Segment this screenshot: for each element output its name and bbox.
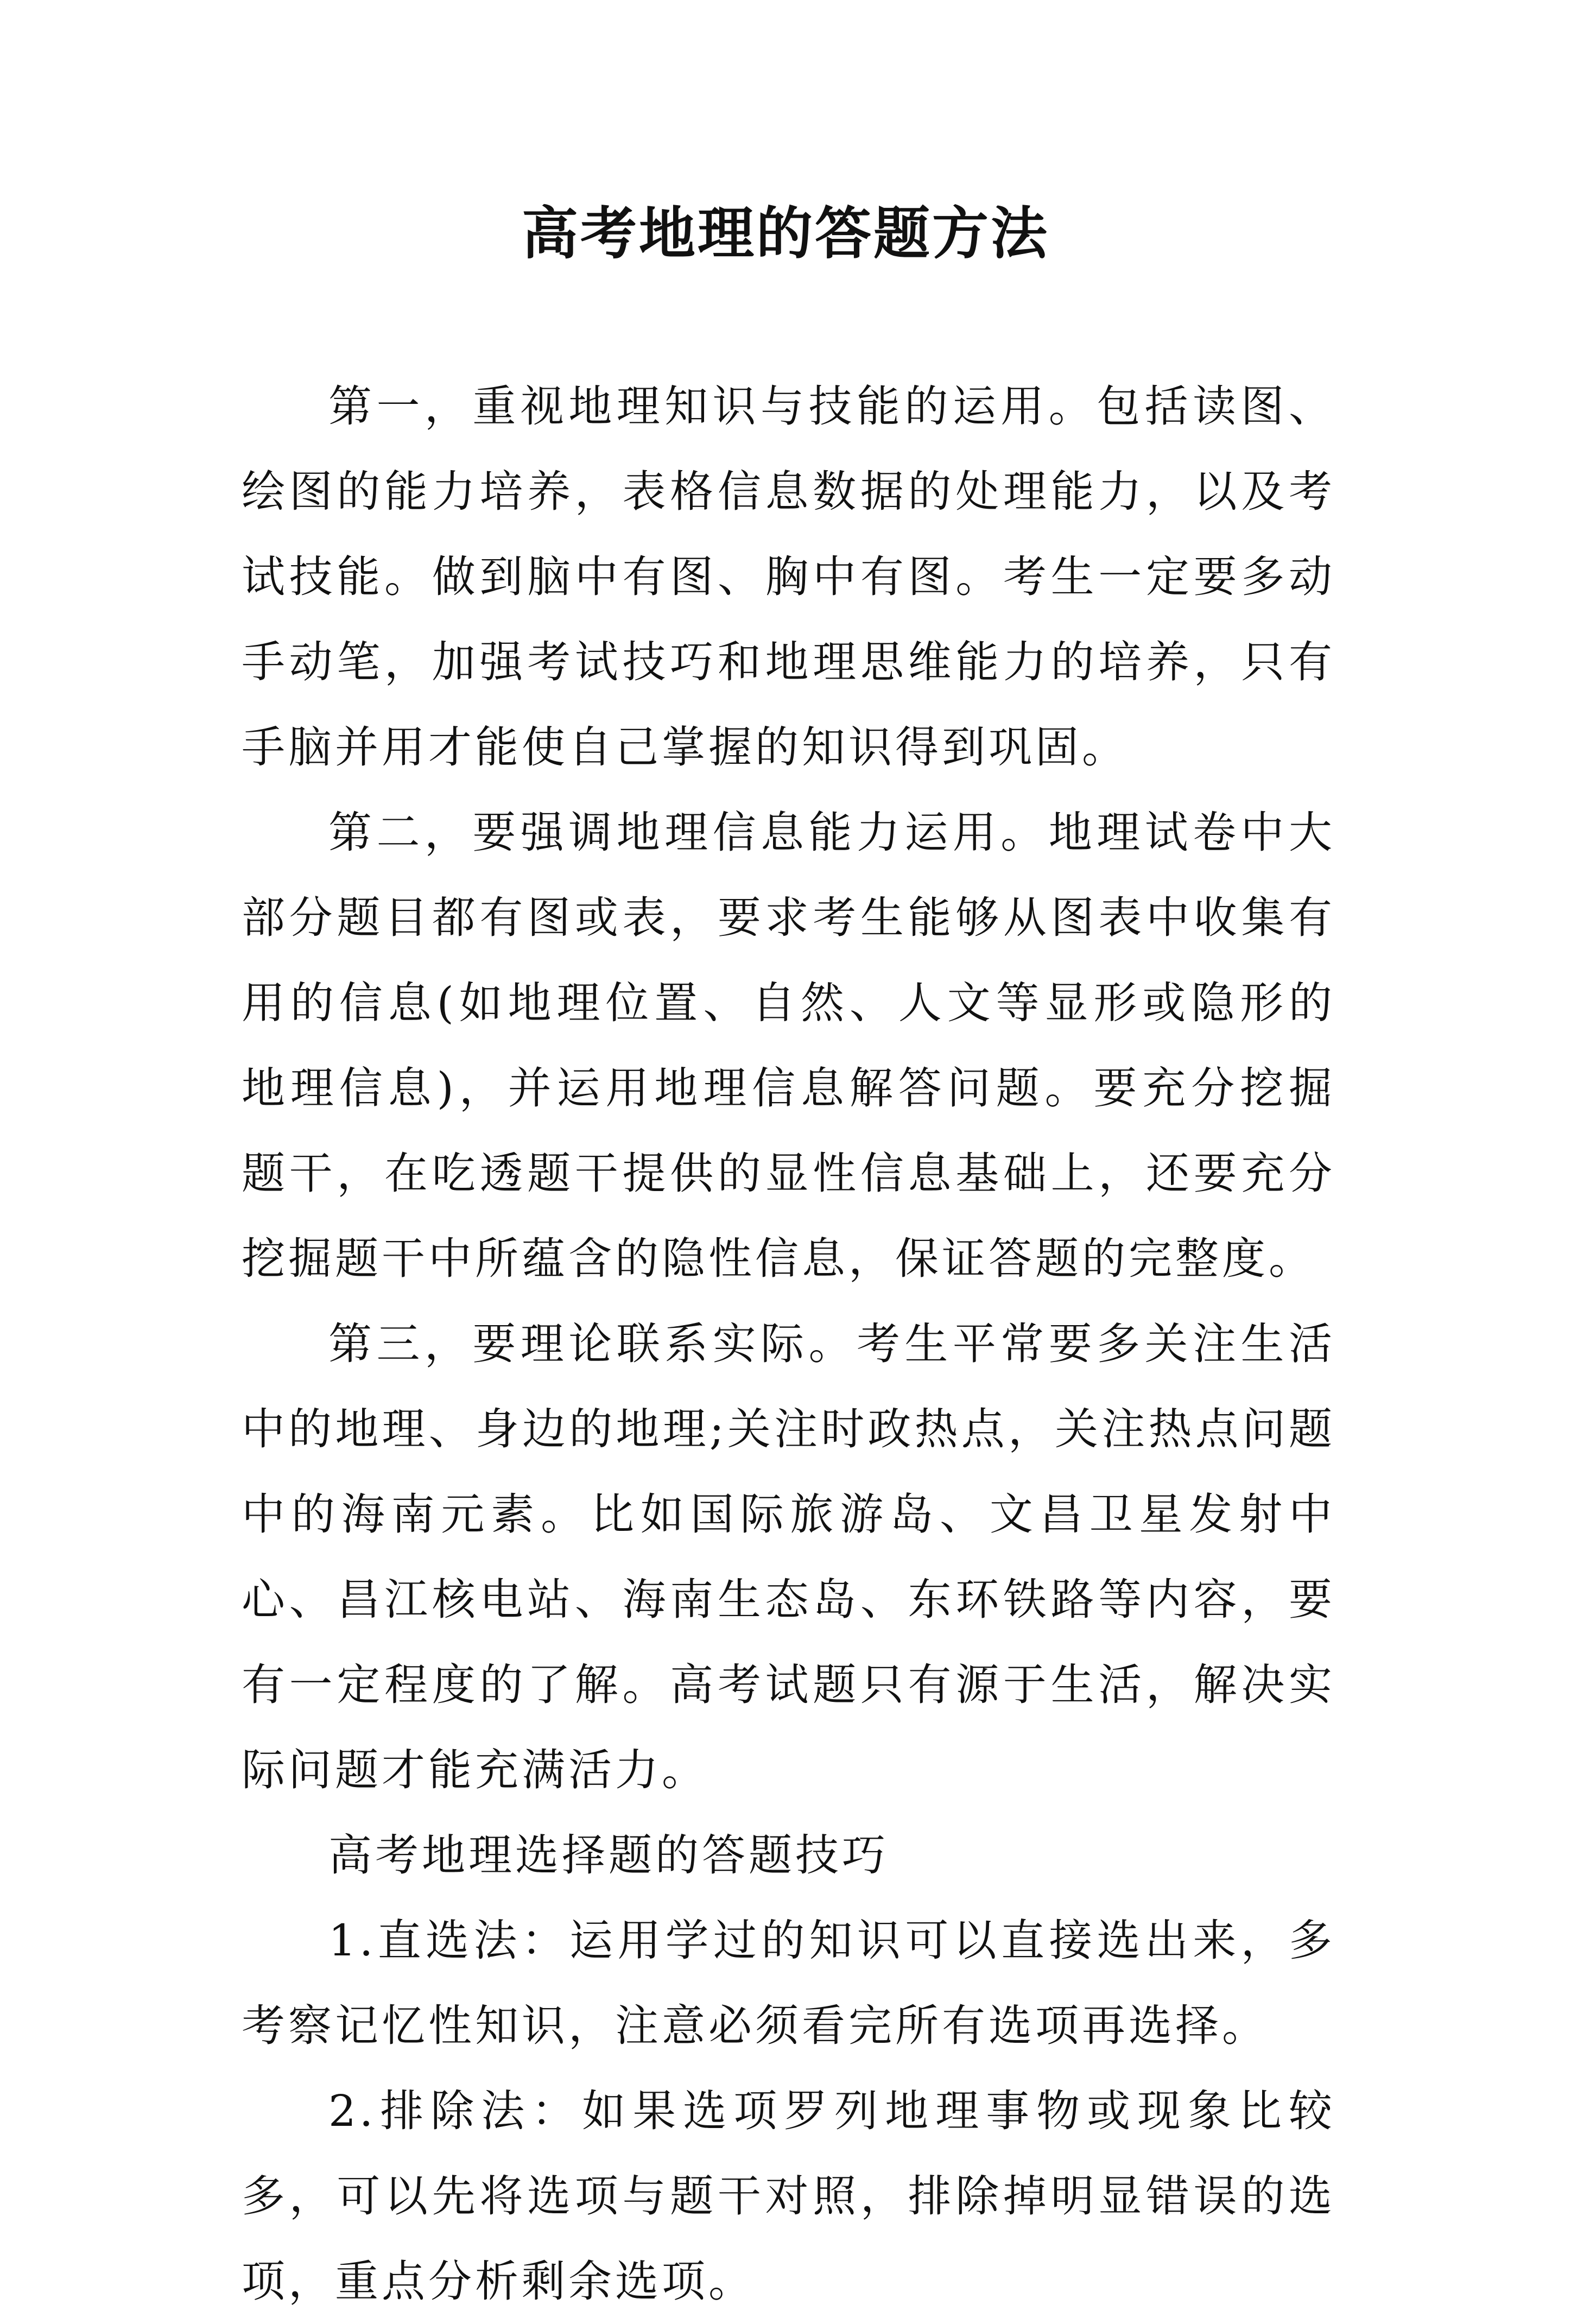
- list-item-direct-selection: 1.直选法：运用学过的知识可以直接选出来，多考察记忆性知识，注意必须看完所有选项再选择。: [242, 1915, 1335, 2051]
- list-item-elimination: 2.排除法：如果选项罗列地理事物或现象比较多，可以先将选项与题干对照，排除掉明显错误的选项，重点分析剩余选项。: [242, 2086, 1335, 2307]
- section-heading: 高考地理选择题的答题技巧: [328, 1830, 889, 1880]
- document-title: 高考地理的答题方法: [521, 200, 1049, 267]
- paragraph-2: 第二，要强调地理信息能力运用。地理试卷中大部分题目都有图或表，要求考生能够从图表中收集有用的信息(如地理位置、自然、人文等显形或隐形的地理信息)，并运用地理信息解答问题。要充分挖掘题干，在吃透题干提供的显性信息基础上，还要充分挖掘题干中所蕴含的隐性信息，保证答题的完整度。: [242, 807, 1335, 1284]
- document-body: [242, 364, 1335, 2324]
- paragraph-3: 第三，要理论联系实际。考生平常要多关注生活中的地理、身边的地理;关注时政热点，关注热点问题中的海南元素。比如国际旅游岛、文昌卫星发射中心、昌江核电站、海南生态岛、东环铁路等内容，要有一定程度的了解。高考试题只有源于生活，解决实际问题才能充满活力。: [242, 1319, 1335, 1795]
- paragraph-1: 第一，重视地理知识与技能的运用。包括读图、绘图的能力培养，表格信息数据的处理能力，以及考试技能。做到脑中有图、胸中有图。考生一定要多动手动笔，加强考试技巧和地理思维能力的培养，只有手脑并用才能使自己掌握的知识得到巩固。: [242, 381, 1335, 772]
